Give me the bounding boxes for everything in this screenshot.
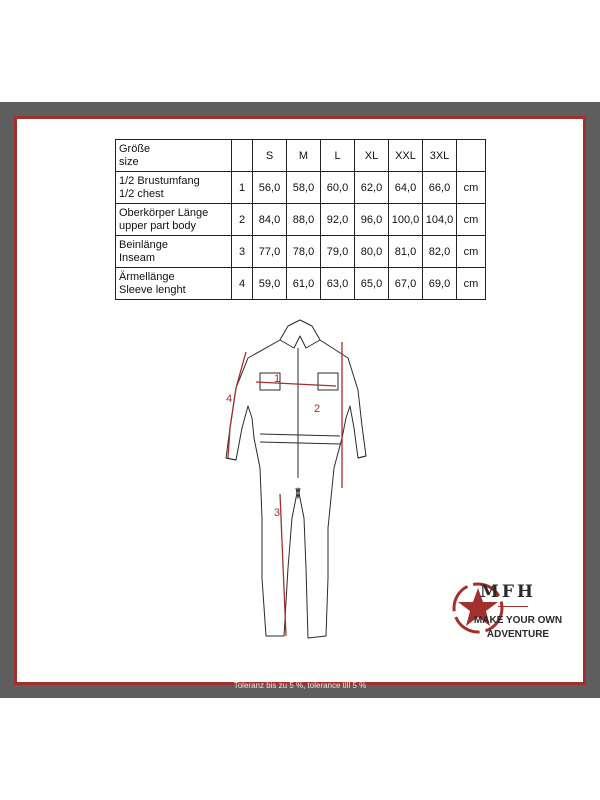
header-size: XXL — [389, 140, 423, 172]
table-cell: 60,0 — [321, 172, 355, 204]
slogan-line-1: MAKE YOUR OWN — [473, 615, 563, 626]
brand-name: MFH — [480, 582, 536, 602]
table-cell: 58,0 — [287, 172, 321, 204]
header-empty-cell — [232, 140, 253, 172]
table-cell: 104,0 — [423, 204, 457, 236]
row-label — [116, 236, 232, 268]
waistband-line — [260, 434, 340, 444]
header-label-cell — [116, 140, 232, 172]
sleeve-cuffs — [226, 456, 366, 460]
header-unit-cell — [457, 140, 486, 172]
row-label — [116, 204, 232, 236]
header-label-de: Größe — [119, 142, 151, 155]
table-cell: 100,0 — [389, 204, 423, 236]
table-cell: 64,0 — [389, 172, 423, 204]
table-cell: 82,0 — [423, 236, 457, 268]
row-unit: cm — [457, 172, 486, 204]
table-cell: 62,0 — [355, 172, 389, 204]
header-size: M — [287, 140, 321, 172]
row-label-en: upper part body — [119, 219, 197, 232]
measure-line-sleeve — [228, 352, 246, 458]
table-cell: 61,0 — [287, 268, 321, 300]
row-label-en: Inseam — [119, 251, 156, 264]
table-cell: 65,0 — [355, 268, 389, 300]
coverall-diagram — [200, 318, 390, 648]
measure-line-chest — [256, 382, 336, 386]
marker-2: 2 — [314, 403, 321, 415]
tolerance-note: Toleranz bis zu 5 %, tolerance till 5 % — [233, 681, 367, 690]
table-cell: 88,0 — [287, 204, 321, 236]
row-number: 4 — [232, 268, 253, 300]
header-size: XL — [355, 140, 389, 172]
table-cell: 79,0 — [321, 236, 355, 268]
row-label-de: Ärmellänge — [119, 270, 175, 283]
row-unit: cm — [457, 268, 486, 300]
row-unit: cm — [457, 236, 486, 268]
table-row — [116, 236, 486, 268]
measure-lines — [228, 342, 342, 636]
row-label — [116, 172, 232, 204]
table-cell: 84,0 — [253, 204, 287, 236]
table-cell: 66,0 — [423, 172, 457, 204]
size-table — [115, 139, 486, 300]
brand-divider — [498, 606, 528, 607]
row-label — [116, 268, 232, 300]
table-cell: 67,0 — [389, 268, 423, 300]
row-label-en: Sleeve lenght — [119, 283, 186, 296]
table-row — [116, 268, 486, 300]
table-cell: 80,0 — [355, 236, 389, 268]
table-cell: 69,0 — [423, 268, 457, 300]
measure-line-inseam — [280, 494, 286, 636]
marker-1: 1 — [274, 373, 281, 385]
table-header-row — [116, 140, 486, 172]
measure-markers — [226, 373, 320, 519]
row-label-de: Oberkörper Länge — [119, 206, 209, 219]
table-cell: 81,0 — [389, 236, 423, 268]
coverall-outline — [226, 320, 366, 638]
marker-4: 4 — [226, 393, 233, 405]
row-label-en: 1/2 chest — [119, 187, 164, 200]
chest-pockets — [260, 373, 338, 390]
header-size: 3XL — [423, 140, 457, 172]
row-number: 1 — [232, 172, 253, 204]
table-cell: 56,0 — [253, 172, 287, 204]
header-size: L — [321, 140, 355, 172]
table-cell: 59,0 — [253, 268, 287, 300]
row-number: 2 — [232, 204, 253, 236]
collar-shape — [280, 320, 320, 348]
row-unit: cm — [457, 204, 486, 236]
table-cell: 63,0 — [321, 268, 355, 300]
table-cell: 96,0 — [355, 204, 389, 236]
header-size: S — [253, 140, 287, 172]
table-cell: 78,0 — [287, 236, 321, 268]
slogan-line-2: ADVENTURE — [486, 629, 550, 640]
header-label-en: size — [119, 155, 139, 168]
row-label-de: 1/2 Brustumfang — [119, 174, 200, 187]
row-label-de: Beinlänge — [119, 238, 168, 251]
table-cell: 77,0 — [253, 236, 287, 268]
table-row — [116, 204, 486, 236]
table-cell: 92,0 — [321, 204, 355, 236]
row-number: 3 — [232, 236, 253, 268]
marker-3: 3 — [274, 507, 281, 519]
brand-slogan — [468, 614, 568, 642]
table-row — [116, 172, 486, 204]
